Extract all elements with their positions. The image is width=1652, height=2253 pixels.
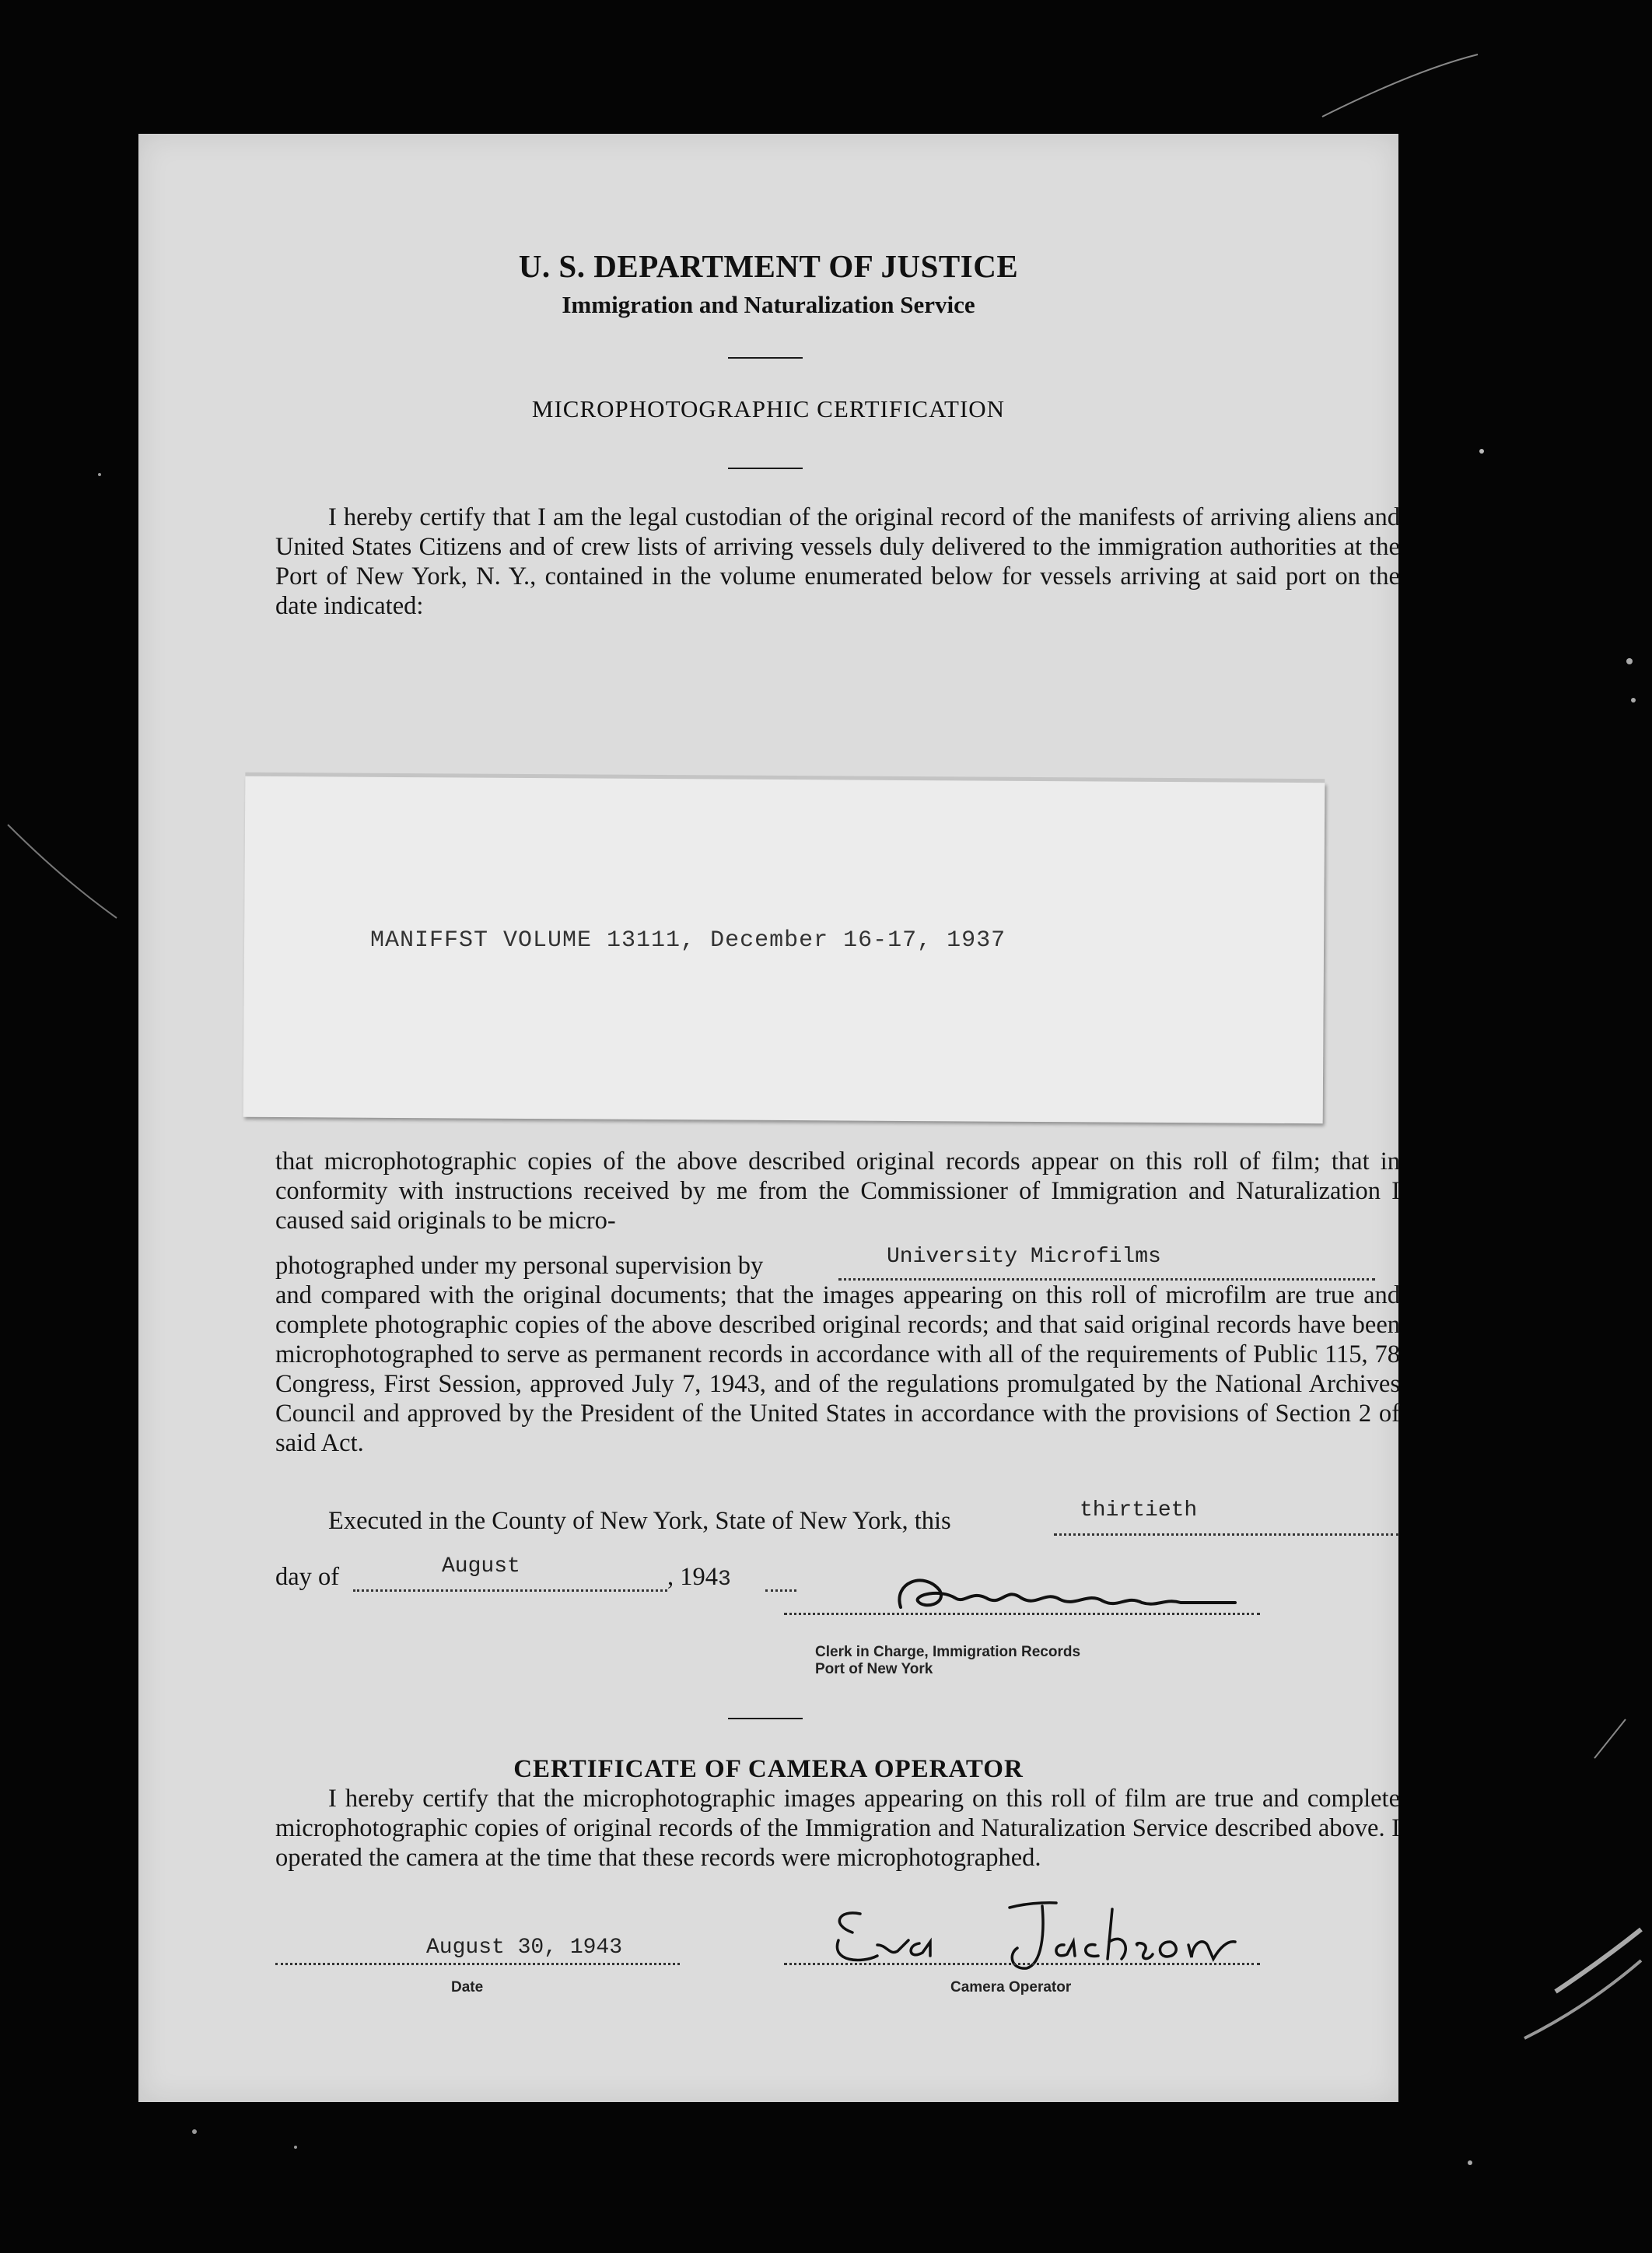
operator-signature [823,1894,1258,1971]
operator-signature-line [784,1963,1260,1965]
year-digit: 3 [718,1568,731,1592]
day-blank [1054,1533,1399,1536]
clerk-title [815,1644,1080,1678]
camera-operator-paragraph: I hereby certify that the microphotographic images appearing on this roll of film are true and complete microphotographic copies of original records of the Immigration and Naturalization Service described above. I operated the camera at the time that these records were microphotographed. [275,1785,1400,1872]
executed-day: thirtieth [1080,1498,1198,1522]
divider [728,1718,803,1719]
year-blank [765,1589,796,1592]
operator-label: Camera Operator [950,1979,1072,1995]
executed-prefix: Executed in the County of New York, State of New York, this [328,1507,951,1535]
day-of-label: day of [275,1563,340,1591]
month-blank [353,1589,667,1592]
supervisor-name: University Microfilms [887,1245,1161,1269]
intro-paragraph: I hereby certify that I am the legal custodian of the original record of the manifests of arriving aliens and United States Citizens and of crew lists of arriving vessels duly delivered to the immigration authorities at the Port of New York, N. Y., contained in the volume enumerated below for vessels arriving at said port on the date indicated: [275,503,1400,620]
clerk-title-line2: Port of New York [815,1661,933,1677]
executed-month: August [442,1554,520,1579]
clerk-signature-line [784,1613,1260,1615]
supervision-prefix: photographed under my personal supervision by [275,1252,764,1280]
operator-date-value: August 30, 1943 [426,1936,623,1960]
body-paragraph-part2: and compared with the original documents; that the images appearing on this roll of microfilm are true and complete photographic copies of the above described original records; and that said original records have been microphotographed to serve as permanent records in accordance with all of the requirements of Public 115, 78 Congress, First Session, approved July 7, 1943, and of the regulations promulgated by the National Archives Council and approved by the President of the United States in accordance with the provisions of Section 2 of said Act. [275,1281,1400,1457]
executed-line [328,1506,951,1536]
year-line [667,1562,731,1595]
year-prefix: , 194 [667,1563,718,1591]
certificate-document [138,134,1398,2102]
clerk-signature [870,1567,1321,1617]
service-subheading: Immigration and Naturalization Service [562,291,975,318]
divider [728,357,803,359]
volume-slip-text: MANIFFST VOLUME 13111, December 16-17, 1937 [370,927,1006,954]
clerk-title-line1: Clerk in Charge, Immigration Records [815,1644,1081,1660]
certification-title: MICROPHOTOGRAPHIC CERTIFICATION [531,395,1006,422]
date-label: Date [451,1979,484,1995]
divider [728,468,803,469]
camera-operator-heading: CERTIFICATE OF CAMERA OPERATOR [513,1755,1024,1783]
date-line [275,1963,680,1965]
day-of-line [275,1562,339,1592]
body-paragraph-part1: that microphotographic copies of the above described original records appear on this roll of film; that in conformity with instructions received by me from the Commissioner of Immigration and Naturalization I caused said originals to be micro- [275,1148,1400,1235]
department-heading: U. S. DEPARTMENT OF JUSTICE [518,248,1019,284]
supervision-line [275,1251,763,1281]
